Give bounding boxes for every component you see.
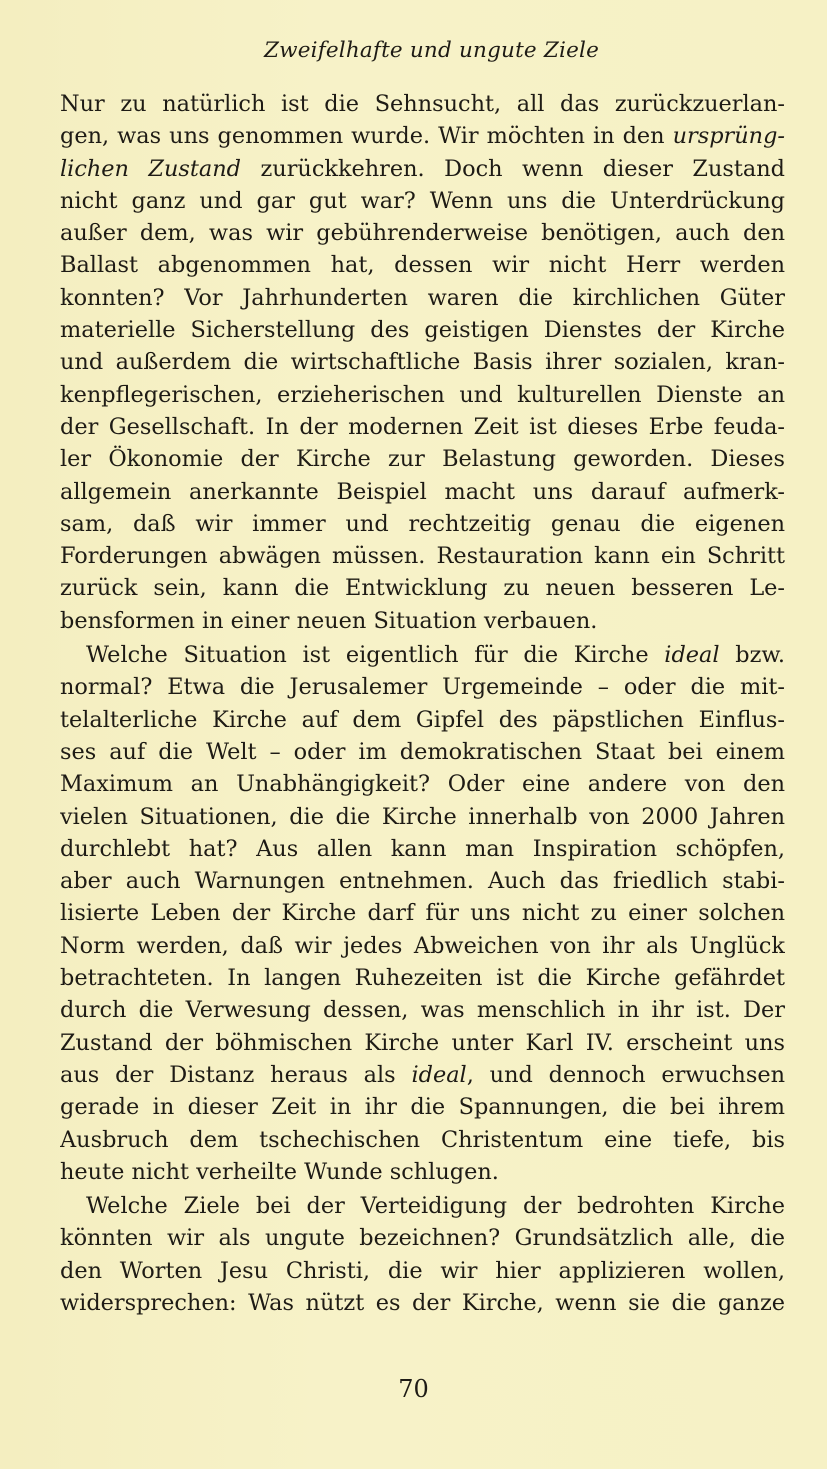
running-head: Zweifelhafte und ungute Ziele — [263, 38, 600, 63]
text-line: bensformen in einer neuen Situation verbauen. — [60, 607, 598, 634]
text-line: Maximum an Unabhängigkeit? Oder eine andere von den — [60, 771, 785, 798]
body-text — [60, 88, 785, 1319]
paragraph — [60, 639, 785, 1188]
text-line: Ausbruch dem tschechischen Christentum eine tiefe, bis — [60, 1126, 785, 1153]
paragraph — [60, 1190, 785, 1319]
page-number: 70 — [398, 1375, 429, 1403]
text-line: allgemein anerkannte Beispiel macht uns darauf aufmerk- — [60, 478, 785, 505]
text-line: ses auf die Welt – oder im demokratischen Staat bei einem — [60, 738, 785, 765]
text-line: Norm werden, daß wir jedes Abweichen von ihr als Unglück — [60, 932, 785, 959]
text-line: lichen Zustand zurückkehren. Doch wenn dieser Zustand — [60, 155, 785, 182]
text-line: könnten wir als ungute bezeichnen? Grundsätzlich alle, die — [60, 1225, 785, 1252]
text-line: der Gesellschaft. In der modernen Zeit ist dieses Erbe feuda- — [60, 413, 785, 440]
text-line: sam, daß wir immer und rechtzeitig genau die eigenen — [60, 510, 785, 537]
text-line: vielen Situationen, die die Kirche innerhalb von 2000 Jahren — [60, 803, 785, 830]
text-line: nicht ganz und gar gut war? Wenn uns die Unterdrückung — [60, 187, 785, 214]
text-line: gen, was uns genommen wurde. Wir möchten in den ursprüng- — [60, 123, 785, 150]
text-line: konnten? Vor Jahrhunderten waren die kirchlichen Güter — [60, 284, 785, 311]
text-line: widersprechen: Was nützt es der Kirche, wenn sie die ganze — [60, 1289, 785, 1316]
paragraph — [60, 88, 785, 637]
text-line: ler Ökonomie der Kirche zur Belastung geworden. Dieses — [60, 446, 785, 473]
text-line: den Worten Jesu Christi, die wir hier applizieren wollen, — [60, 1257, 785, 1284]
text-line: materielle Sicherstellung des geistigen Dienstes der Kirche — [60, 317, 785, 344]
text-line: gerade in dieser Zeit in ihr die Spannungen, die bei ihrem — [60, 1094, 785, 1121]
text-line: telalterliche Kirche auf dem Gipfel des päpstlichen Einflus- — [60, 706, 785, 733]
text-line: durchlebt hat? Aus allen kann man Inspiration schöpfen, — [60, 835, 785, 862]
text-line: betrachteten. In langen Ruhezeiten ist die Kirche gefährdet — [60, 965, 785, 992]
text-line: kenpflegerischen, erzieherischen und kulturellen Dienste an — [60, 381, 785, 408]
text-line: aus der Distanz heraus als ideal, und dennoch erwuchsen — [60, 1061, 785, 1088]
text-line: zurück sein, kann die Entwicklung zu neuen besseren Le- — [60, 575, 785, 602]
text-line: außer dem, was wir gebührenderweise benötigen, auch den — [60, 220, 785, 247]
text-line: Welche Ziele bei der Verteidigung der bedrohten Kirche — [86, 1193, 785, 1220]
text-line: und außerdem die wirtschaftliche Basis ihrer sozialen, kran- — [60, 349, 785, 376]
text-line: Zustand der böhmischen Kirche unter Karl IV. erscheint uns — [60, 1029, 785, 1056]
text-line: lisierte Leben der Kirche darf für uns nicht zu einer solchen — [60, 900, 785, 927]
text-line: Ballast abgenommen hat, dessen wir nicht Herr werden — [60, 252, 785, 279]
text-line: heute nicht verheilte Wunde schlugen. — [60, 1158, 499, 1185]
text-line: durch die Verwesung dessen, was menschlich in ihr ist. Der — [60, 997, 785, 1024]
text-line: Welche Situation ist eigentlich für die Kirche ideal bzw. — [86, 642, 785, 669]
text-line: Forderungen abwägen müssen. Restauration kann ein Schritt — [60, 543, 785, 570]
text-line: normal? Etwa die Jerusalemer Urgemeinde – oder die mit- — [60, 674, 785, 701]
text-line: aber auch Warnungen entnehmen. Auch das friedlich stabi- — [60, 868, 785, 895]
text-line: Nur zu natürlich ist die Sehnsucht, all das zurückzuerlan- — [60, 91, 785, 117]
